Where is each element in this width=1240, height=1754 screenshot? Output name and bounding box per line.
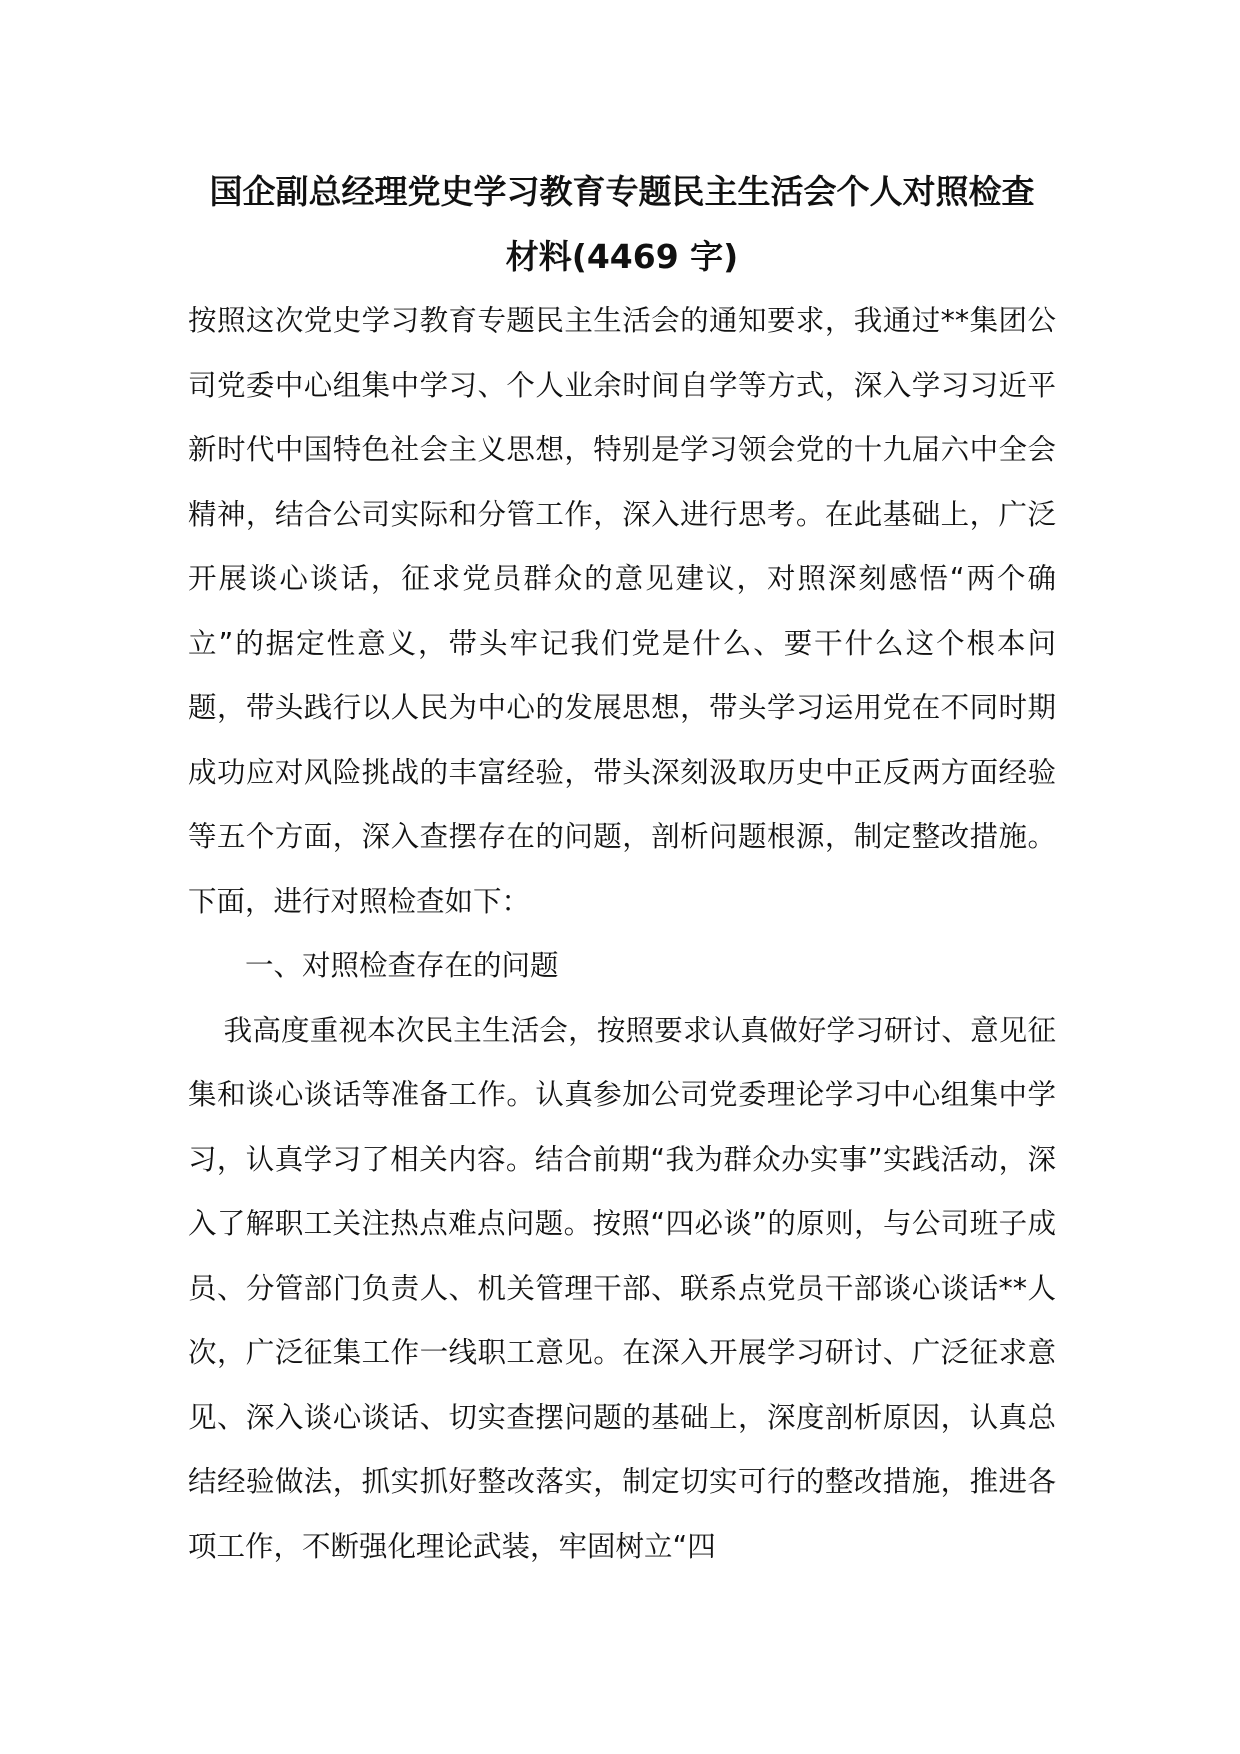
body-paragraph: 我高度重视本次民主生活会，按照要求认真做好学习研讨、意见征集和谈心谈话等准备工作。认真参加公司党委理论学习中心组集中学习，认真学习了相关内容。结合前期“我为群众办实事”实践活动，深入了解职工关注热点难点问题。按照“四必谈”的原则，与公司班子成员、分管部门负责人、机关管理干部、联系点党员干部谈心谈话**人次，广泛征集工作一线职工意见。在深入开展学习研讨、广泛征求意见、深入谈心谈话、切实查摆问题的基础上，深度剖析原因，认真总结经验做法，抓实抓好整改落实，制定切实可行的整改措施，推进各项工作，不断强化理论武装，牢固树立“四 [188, 1013, 1056, 1563]
title-line-1: 国企副总经理党史学习教育专题民主生活会个人对照检查 [209, 172, 1035, 211]
document-page [188, 160, 1056, 1579]
document-title [188, 160, 1056, 289]
intro-paragraph: 按照这次党史学习教育专题民主生活会的通知要求，我通过**集团公司党委中心组集中学习、个人业余时间自学等方式，深入学习习近平新时代中国特色社会主义思想，特别是学习领会党的十九届六中全会精神，结合公司实际和分管工作，深入进行思考。在此基础上，广泛开展谈心谈话，征求党员群众的意见建议，对照深刻感悟“两个确立”的据定性意义，带头牢记我们党是什么、要干什么这个根本问题，带头践行以人民为中心的发展思想，带头学习运用党在不同时期成功应对风险挑战的丰富经验，带头深刻汲取历史中正反两方面经验等五个方面，深入查摆存在的问题，剖析问题根源，制定整改措施。下面，进行对照检查如下： [188, 304, 1056, 918]
section-heading: 一、对照检查存在的问题 [245, 949, 559, 982]
title-line-2: 材料(4469 字) [505, 236, 739, 276]
